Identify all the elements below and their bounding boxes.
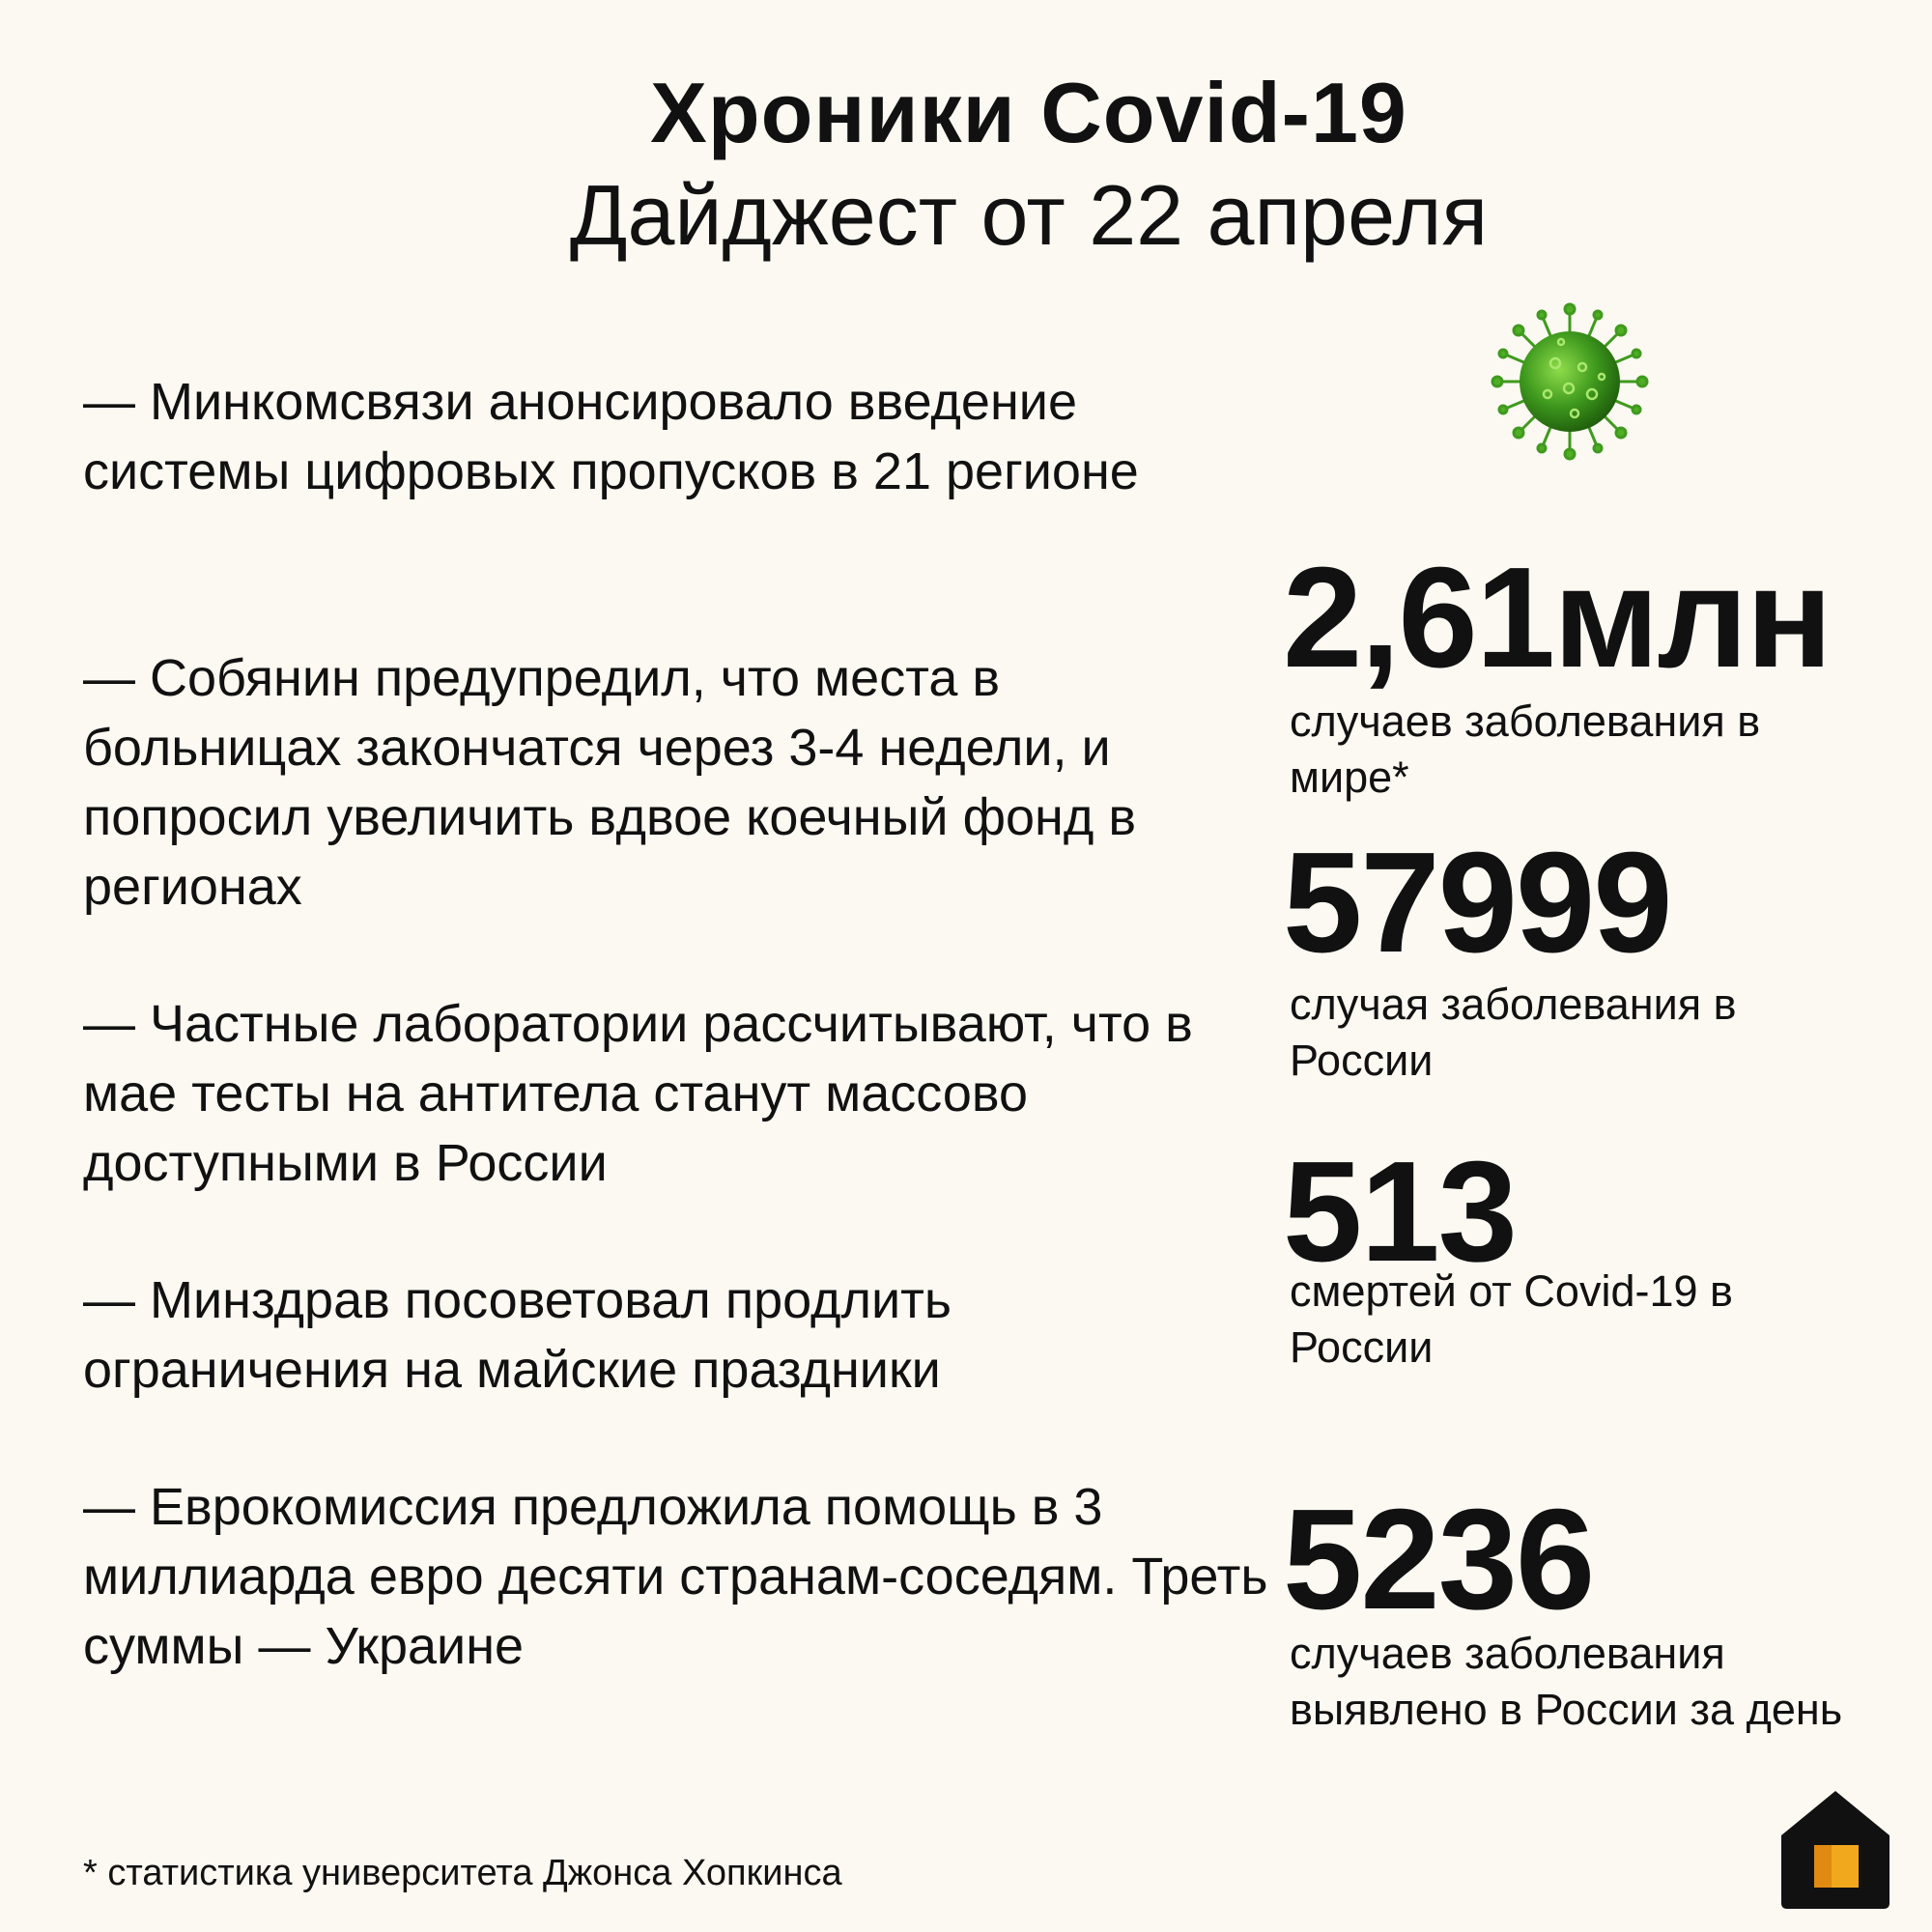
footnote: * статистика университета Джонса Хопкинса <box>83 1853 842 1893</box>
virus-icon <box>1488 299 1652 464</box>
stat-russia-cases-label: случая заболевания в России <box>1290 980 1737 1085</box>
page-title: Хроники Covid-19 <box>650 65 1407 160</box>
stat-daily-cases-value: 5236 <box>1283 1480 1594 1639</box>
page-subtitle: Дайджест от 22 апреля <box>569 167 1489 263</box>
stat-world-cases-label: случаев заболевания в мире* <box>1290 696 1761 802</box>
house-logo-icon <box>1777 1787 1893 1911</box>
news-item: — Частные лаборатории рассчитывают, что в мае тесты на антитела станут массово доступными в России <box>83 995 1193 1192</box>
news-item: — Минздрав посоветовал продлить ограничения на майские праздники <box>83 1271 952 1399</box>
stat-daily-cases-label: случаев заболевания выявлено в России за день <box>1290 1629 1843 1734</box>
stat-russia-deaths-label: смертей от Covid-19 в России <box>1290 1266 1733 1372</box>
stat-russia-cases-value: 57999 <box>1283 823 1671 982</box>
news-item: — Собянин предупредил, что места в больницах закончатся через 3-4 недели, и попросил увеличить вдвое коечный фонд в регионах <box>83 649 1137 916</box>
news-item: — Еврокомиссия предложила помощь в 3 миллиарда евро десяти странам-соседям. Треть суммы — Украине <box>83 1478 1268 1675</box>
news-item: — Минкомсвязи анонсировало введение системы цифровых пропусков в 21 регионе <box>83 373 1139 500</box>
stat-world-cases-value: 2,61млн <box>1283 538 1831 697</box>
stat-russia-deaths-value: 513 <box>1283 1132 1516 1292</box>
